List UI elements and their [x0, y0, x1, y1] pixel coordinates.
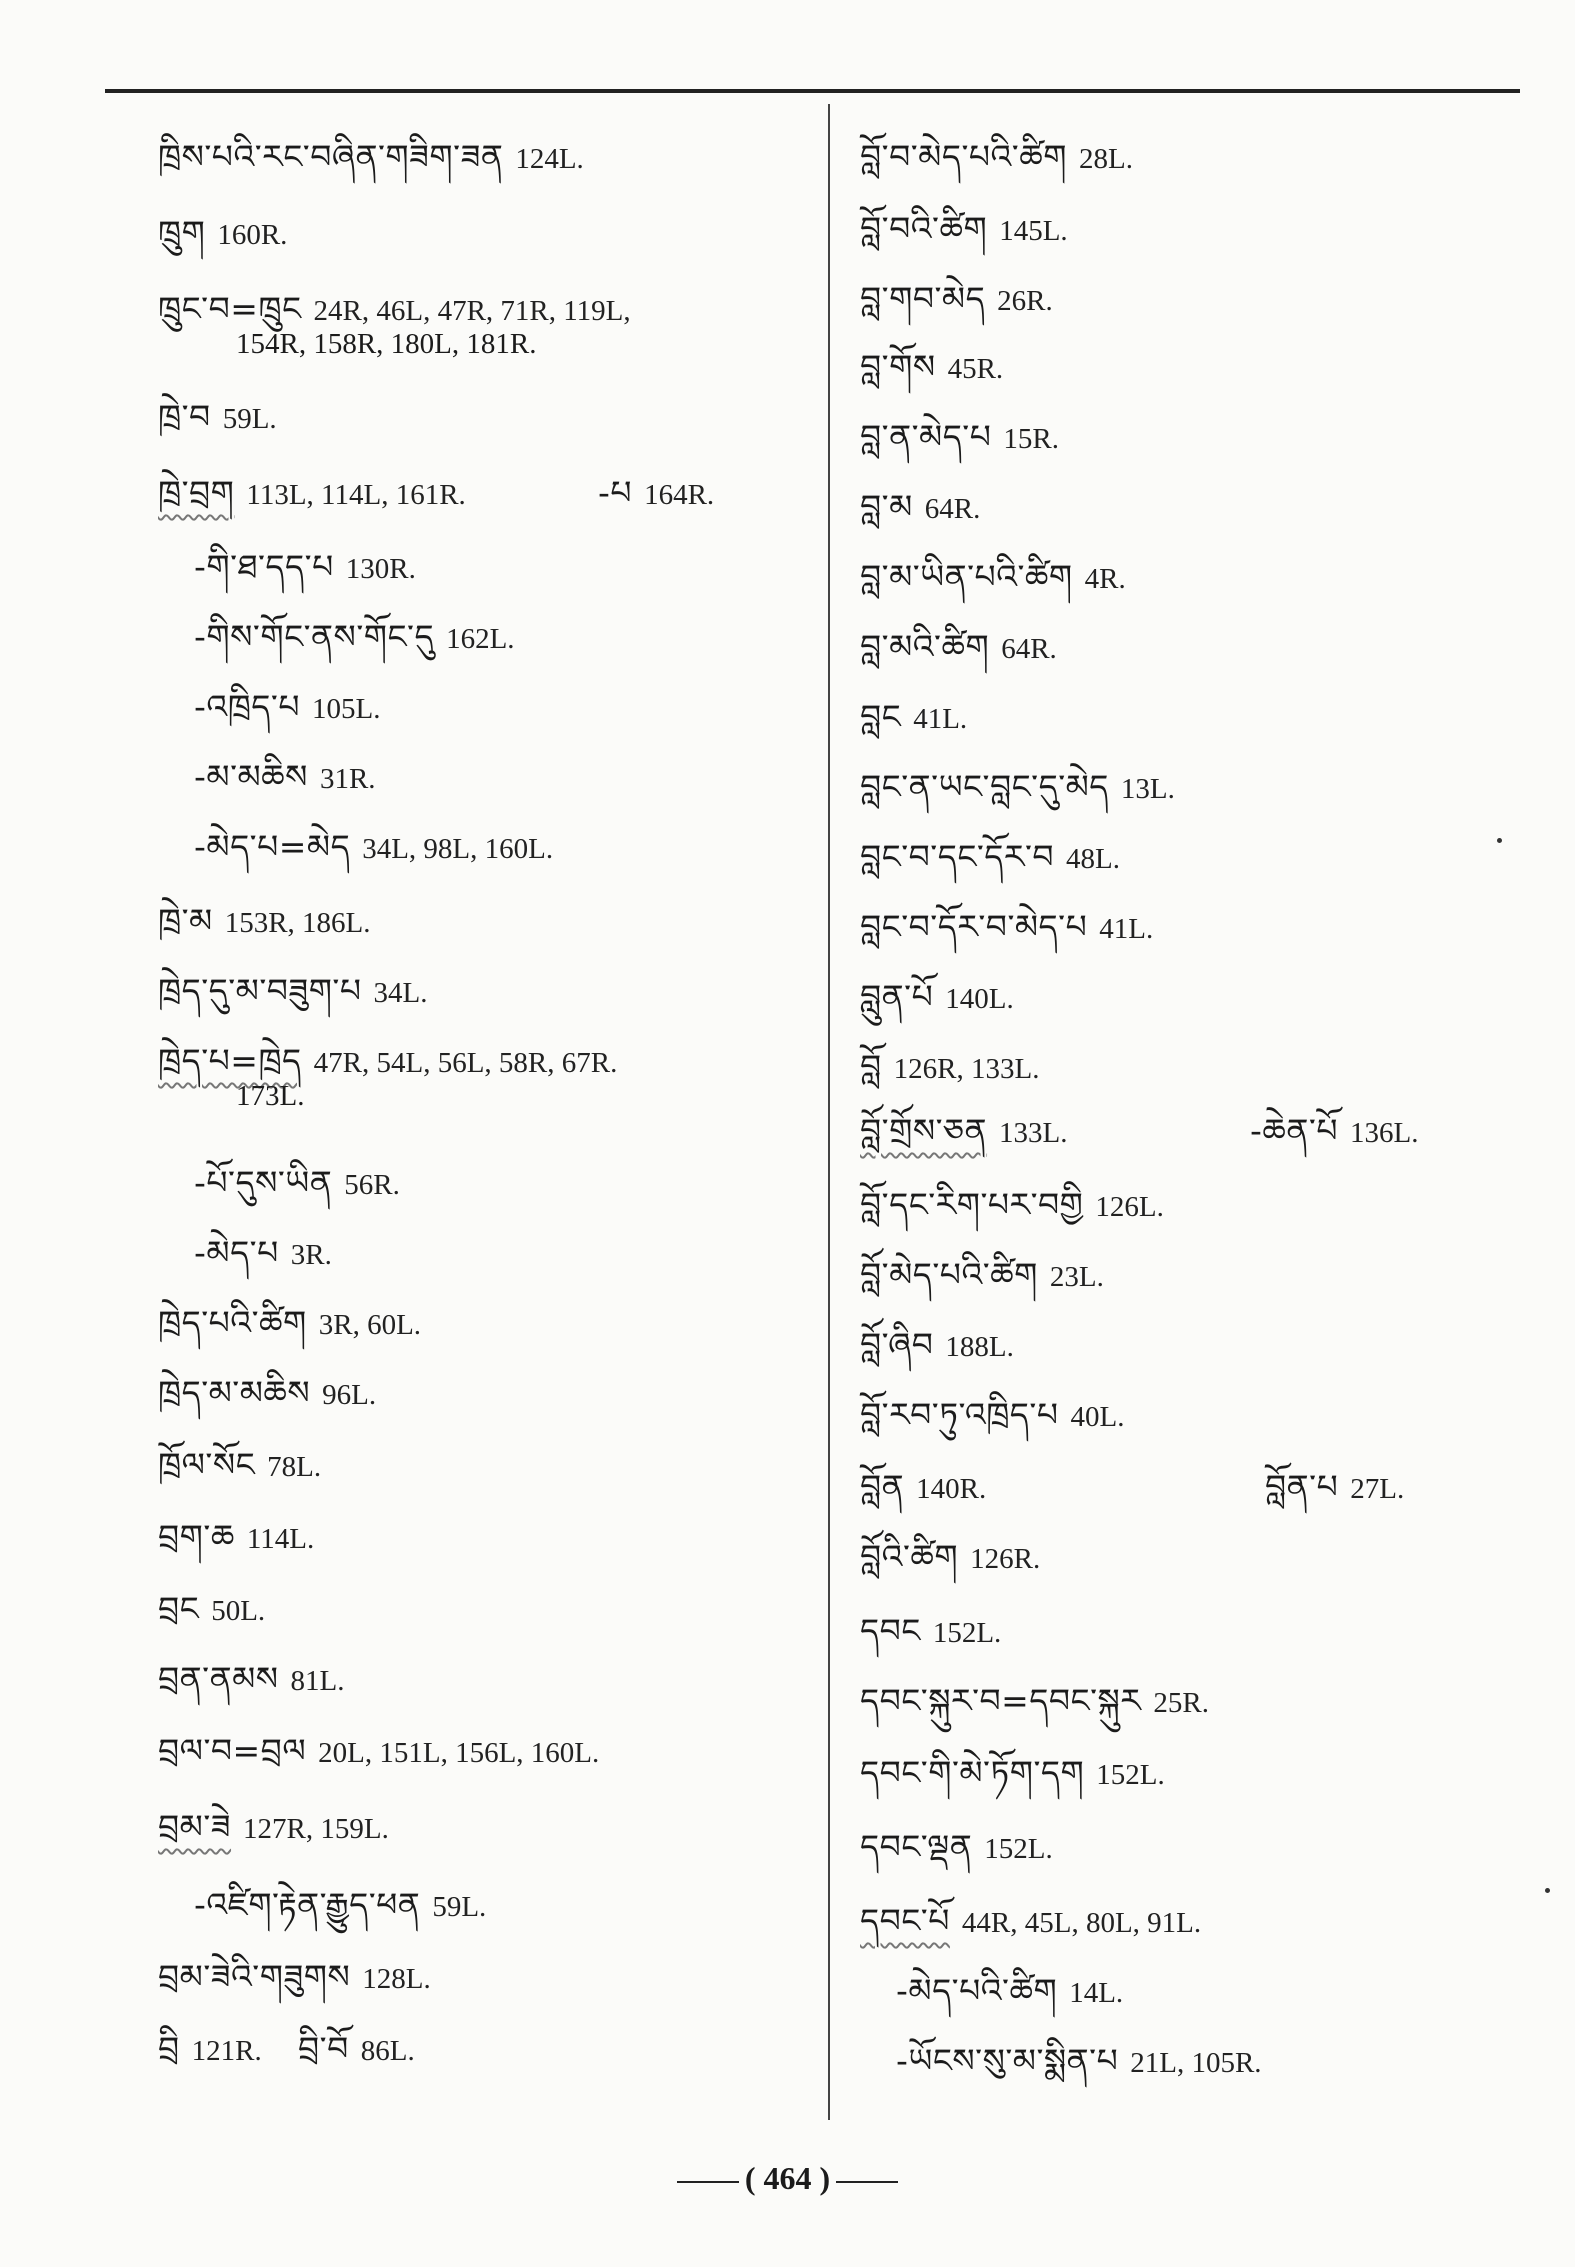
- page-references: 114L.: [246, 1523, 315, 1555]
- index-entry: [860, 1681, 1209, 1720]
- index-entry: [860, 1255, 1104, 1294]
- page-references: 59L.: [432, 1891, 487, 1923]
- page-footer: [0, 2160, 1575, 2197]
- index-entry: [860, 557, 1126, 596]
- tibetan-headword: བློ་མེད་པའི་ཚིག: [860, 1255, 1038, 1294]
- index-entry: [158, 1445, 322, 1484]
- index-entry: [158, 1373, 377, 1412]
- page-references: 3R, 60L.: [318, 1309, 422, 1341]
- page-references: 160R.: [217, 219, 288, 251]
- page-references: 152L.: [984, 1833, 1053, 1865]
- page-references: 13L.: [1120, 773, 1175, 805]
- sub-entry: [194, 757, 376, 796]
- index-entry: [860, 1901, 1202, 1940]
- page-references: 164R.: [644, 479, 715, 511]
- page-references: 50L.: [211, 1595, 266, 1627]
- index-entry: [158, 1731, 600, 1770]
- inline-secondary-entry: [1265, 1467, 1405, 1506]
- index-entry: [860, 1537, 1041, 1576]
- tibetan-headword: དབང་ལྡན: [860, 1827, 973, 1866]
- sub-entry: [194, 687, 381, 726]
- tibetan-headword: -མ་མཆིས: [194, 757, 308, 796]
- tibetan-headword: བྲན་ནམས: [158, 1659, 279, 1698]
- tibetan-headword: ཁྲེད་མ་མཆིས: [158, 1373, 311, 1412]
- page-references: 126R, 133L.: [893, 1053, 1040, 1085]
- page-references: 140R.: [916, 1473, 987, 1505]
- page-references: 153R, 186L.: [224, 907, 371, 939]
- tibetan-headword: བློ་དང་རིག་པར་བགྱི: [860, 1185, 1084, 1224]
- page-references: 45R.: [947, 353, 1004, 385]
- tibetan-headword: -ཆེན་པོ: [1250, 1111, 1338, 1150]
- index-entry: [860, 137, 1133, 176]
- tibetan-headword: ཁྲེ་བ: [158, 397, 211, 436]
- page-references: 24R, 46L, 47R, 71R, 119L,: [313, 295, 631, 327]
- tibetan-headword: བློ་རབ་ཏུ་འཁྲིད་པ: [860, 1395, 1059, 1434]
- index-entry: [158, 289, 631, 360]
- page-references: 162L.: [446, 623, 515, 655]
- index-entry: [860, 487, 981, 526]
- tibetan-headword: ཁྲུག: [158, 213, 206, 252]
- top-rule: [105, 89, 1520, 93]
- index-entry: [860, 1827, 1053, 1866]
- page-references: 28L.: [1078, 143, 1133, 175]
- tibetan-headword: བྲག་ཆ: [158, 1517, 235, 1556]
- tibetan-headword: དབང་གི་མེ་ཏོག་དག: [860, 1753, 1085, 1792]
- index-entry: [158, 473, 466, 512]
- tibetan-headword: -གིས་གོང་ནས་གོང་དུ: [194, 617, 435, 656]
- page-references: 44R, 45L, 80L, 91L.: [961, 1907, 1202, 1939]
- index-entry: [158, 1041, 618, 1112]
- tibetan-headword: བློ: [860, 1047, 882, 1086]
- page-references: 126R.: [970, 1543, 1041, 1575]
- index-entry: [860, 767, 1175, 806]
- tibetan-headword: དབང: [860, 1611, 921, 1650]
- tibetan-headword: ཁྲེད་པ=ཁྲེད: [158, 1041, 302, 1080]
- tibetan-headword: -པ: [598, 473, 633, 512]
- page-references: 121R.: [191, 2035, 262, 2067]
- tibetan-headword: བླང་བ་དོར་བ་མེད་པ: [860, 907, 1088, 946]
- index-entry: [860, 1467, 987, 1506]
- tibetan-headword: བློ་བ་མེད་པའི་ཚིག: [860, 137, 1067, 176]
- page-references: 40L.: [1070, 1401, 1125, 1433]
- page-references: 96L.: [322, 1379, 377, 1411]
- tibetan-headword: བླ་མའི་ཚིག: [860, 627, 990, 666]
- page-references: 188L.: [945, 1331, 1014, 1363]
- sub-entry: [194, 547, 416, 586]
- index-entry: [860, 1325, 1014, 1364]
- page-references: 34L, 98L, 160L.: [362, 833, 554, 865]
- sub-entry: [194, 1163, 400, 1202]
- page-references: 41L.: [1099, 913, 1154, 945]
- page-references: 15R.: [1003, 423, 1059, 455]
- page-references: 64R.: [1001, 633, 1057, 665]
- index-entry: [860, 209, 1068, 248]
- page-references-continued: 173L.: [236, 1080, 305, 1112]
- index-entry: [860, 1611, 1002, 1650]
- ink-speck: [1497, 838, 1502, 843]
- footer-dash-right: [836, 2181, 898, 2183]
- tibetan-headword: བླ་མ་ཡིན་པའི་ཚིག: [860, 557, 1073, 596]
- index-entry: [860, 1395, 1125, 1434]
- page-references: 34L.: [373, 977, 428, 1009]
- tibetan-headword: བླ་ན་མེད་པ: [860, 417, 992, 456]
- tibetan-headword: དབང་པོ: [860, 1901, 950, 1940]
- page-references-continued: 154R, 158R, 180L, 181R.: [236, 328, 537, 360]
- inline-secondary-entry: [1250, 1111, 1419, 1150]
- page-references: 78L.: [267, 1451, 322, 1483]
- page-references: 25R.: [1153, 1687, 1209, 1719]
- tibetan-headword: ཁྲེ་བྲག: [158, 473, 235, 512]
- index-entry: [158, 213, 288, 252]
- tibetan-headword: བྲམ་ཟེའི་གཟུགས: [158, 1957, 351, 1996]
- tibetan-headword: བྲི་བོ: [298, 2029, 349, 2068]
- page-references: 27L.: [1350, 1473, 1405, 1505]
- tibetan-headword: བྲང: [158, 1589, 200, 1628]
- sub-entry: [194, 1885, 487, 1924]
- page-references: 113L, 114L, 161R.: [246, 479, 466, 511]
- tibetan-headword: བྲི: [158, 2029, 180, 2068]
- tibetan-headword: ཁྲོལ་སོང: [158, 1445, 256, 1484]
- index-entry: [158, 2029, 262, 2068]
- index-entry: [860, 1111, 1068, 1150]
- tibetan-headword: ཁྲིས་པའི་རང་བཞིན་གཟིག་ཟན: [158, 137, 504, 176]
- index-entry: [860, 1047, 1040, 1086]
- page-references: 56R.: [344, 1169, 400, 1201]
- index-entry: [860, 1185, 1164, 1224]
- tibetan-headword: ཁྲེ་མ: [158, 901, 213, 940]
- inline-secondary-entry: [598, 473, 715, 512]
- tibetan-headword: བླ་གོས: [860, 347, 936, 386]
- tibetan-headword: -མེད་པའི་ཚིག: [896, 1971, 1058, 2010]
- page-references: 31R.: [319, 763, 376, 795]
- tibetan-headword: ཁྲུང་བ=ཁྲུང: [158, 289, 302, 328]
- sub-entry: [194, 827, 554, 866]
- tibetan-headword: -ཡོངས་སུ་མ་སྨིན་པ: [896, 2041, 1119, 2080]
- ink-speck: [1545, 1888, 1550, 1893]
- tibetan-headword: བློ་གྲོས་ཅན: [860, 1111, 988, 1150]
- tibetan-headword: བྲལ་བ=བྲལ: [158, 1731, 307, 1770]
- page-references: 48L.: [1066, 843, 1121, 875]
- index-entry: [860, 837, 1121, 876]
- page-references: 21L, 105R.: [1130, 2047, 1262, 2079]
- tibetan-headword: བློའི་ཚིག: [860, 1537, 959, 1576]
- index-entry: [860, 907, 1154, 946]
- page-references: 145L.: [999, 215, 1068, 247]
- tibetan-headword: -པོ་དུས་ཡིན: [194, 1163, 333, 1202]
- page-references: 127R, 159L.: [243, 1813, 389, 1845]
- page-references: 3R.: [290, 1239, 332, 1271]
- index-entry: [158, 901, 371, 940]
- index-entry: [158, 1303, 422, 1342]
- index-entry: [158, 971, 428, 1010]
- page-references: 14L.: [1069, 1977, 1124, 2009]
- page-references: 133L.: [999, 1117, 1068, 1149]
- index-entry: [158, 1807, 389, 1846]
- tibetan-headword: བླ་གབ་མེད: [860, 279, 986, 318]
- page-number: ( 464 ): [744, 2160, 831, 2196]
- tibetan-headword: བློན: [860, 1467, 905, 1506]
- page-references: 136L.: [1350, 1117, 1419, 1149]
- index-entry: [860, 1753, 1165, 1792]
- page-references: 140L.: [945, 983, 1014, 1015]
- index-entry: [860, 279, 1053, 318]
- index-entry: [860, 697, 968, 736]
- page-references: 128L.: [362, 1963, 431, 1995]
- tibetan-headword: བླང་བ་དང་དོར་བ: [860, 837, 1055, 876]
- page-references: 105L.: [312, 693, 381, 725]
- tibetan-headword: དབང་སྐུར་བ=དབང་སྐུར: [860, 1681, 1142, 1720]
- sub-entry: [896, 2041, 1262, 2080]
- tibetan-headword: ཁྲེད་པའི་ཚིག: [158, 1303, 307, 1342]
- tibetan-headword: -མེད་པ=མེད: [194, 827, 351, 866]
- sub-entry: [896, 1971, 1124, 2010]
- page-references: 4R.: [1084, 563, 1126, 595]
- index-entry: [158, 1957, 431, 1996]
- index-entry: [860, 977, 1014, 1016]
- index-entry: [860, 347, 1004, 386]
- page-references: 23L.: [1049, 1261, 1104, 1293]
- sub-entry: [194, 1233, 332, 1272]
- tibetan-headword: བློན་པ: [1265, 1467, 1339, 1506]
- tibetan-headword: -འཁྲིད་པ: [194, 687, 300, 726]
- index-entry: [158, 1589, 266, 1628]
- page-references: 64R.: [924, 493, 981, 525]
- tibetan-headword: -གི་ཐ་དད་པ: [194, 547, 334, 586]
- page-references: 124L.: [515, 143, 584, 175]
- page-references: 126L.: [1095, 1191, 1164, 1223]
- page-references: 47R, 54L, 56L, 58R, 67R.: [313, 1047, 618, 1079]
- sub-entry: [194, 617, 515, 656]
- page-references: 81L.: [290, 1665, 345, 1697]
- tibetan-headword: བླང་ན་ཡང་བླང་དུ་མེད: [860, 767, 1109, 806]
- tibetan-headword: བླུན་པོ: [860, 977, 934, 1016]
- tibetan-headword: བློ་བའི་ཚིག: [860, 209, 988, 248]
- tibetan-headword: བྲམ་ཟེ: [158, 1807, 232, 1846]
- index-entry: [158, 1659, 345, 1698]
- tibetan-headword: བློ་ཞིབ: [860, 1325, 934, 1364]
- index-entry: [860, 417, 1059, 456]
- page-references: 26R.: [997, 285, 1053, 317]
- inline-secondary-entry: [298, 2029, 415, 2068]
- page-references: 152L.: [1096, 1759, 1165, 1791]
- page-references: 152L.: [932, 1617, 1002, 1649]
- footer-dash-left: [677, 2181, 739, 2183]
- index-entry: [860, 627, 1057, 666]
- page-references: 130R.: [345, 553, 416, 585]
- tibetan-headword: ཁྲེད་དུ་མ་བཟུག་པ: [158, 971, 362, 1010]
- page-references: 41L.: [913, 703, 968, 735]
- tibetan-headword: -འཛིག་རྟེན་རྒྱུད་ཕན: [194, 1885, 421, 1924]
- page-references: 59L.: [222, 403, 277, 435]
- index-entry: [158, 137, 584, 176]
- tibetan-headword: -མེད་པ: [194, 1233, 279, 1272]
- tibetan-headword: བླང: [860, 697, 902, 736]
- index-entry: [158, 1517, 315, 1556]
- index-entry: [158, 397, 277, 436]
- column-divider: [828, 104, 830, 2120]
- page-references: 20L, 151L, 156L, 160L.: [318, 1737, 600, 1769]
- tibetan-headword: བླ་མ: [860, 487, 913, 526]
- page-references: 86L.: [360, 2035, 415, 2067]
